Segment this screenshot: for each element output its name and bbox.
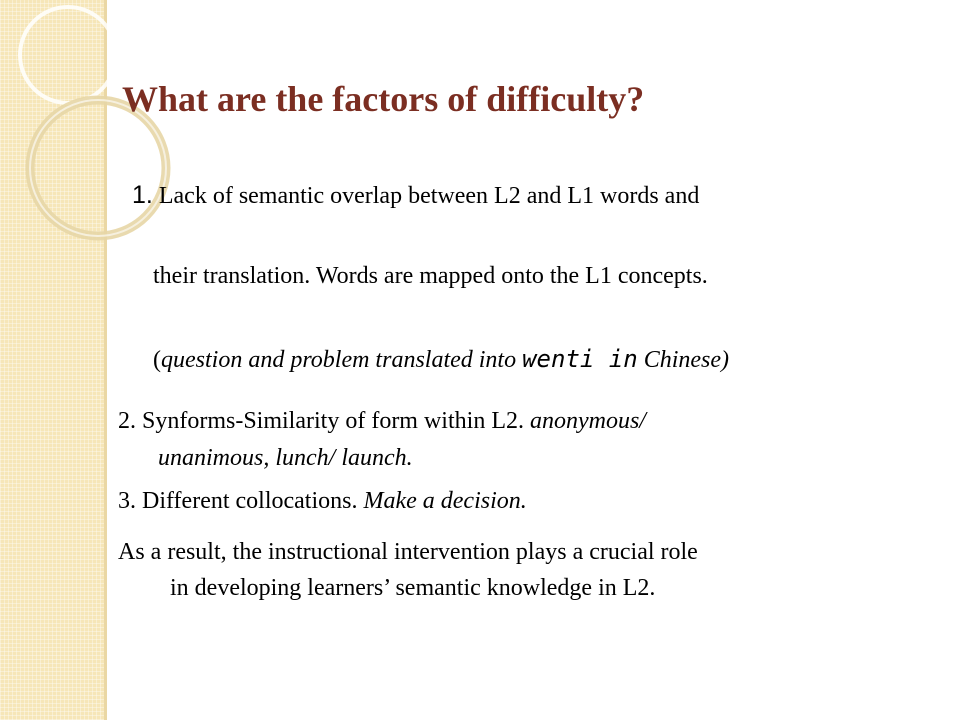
- point-3-prefix: 3. Different collocations.: [118, 488, 364, 514]
- example-open-paren: (: [153, 347, 161, 373]
- point-1-line-1: [132, 181, 699, 210]
- point-3: [118, 488, 527, 515]
- point-2-examples-line-2: unanimous, lunch/ launch.: [158, 445, 413, 471]
- point-1-number: 1.: [132, 181, 153, 209]
- point-2-examples-line-1: anonymous/: [529, 408, 646, 434]
- point-1-example: [153, 345, 729, 374]
- example-word: wenti in: [522, 345, 638, 373]
- conclusion-line-2: in developing learners’ semantic knowledge in L2.: [170, 575, 656, 601]
- point-2-line-1: [118, 408, 646, 435]
- example-language: Chinese): [637, 347, 730, 373]
- point-3-example: Make a decision.: [363, 488, 527, 514]
- example-text: question and problem translated into: [161, 347, 523, 373]
- point-2-prefix: 2. Synforms-Similarity of form within L2.: [118, 408, 530, 434]
- point-1-text-line-1: Lack of semantic overlap between L2 and L1 words and: [158, 183, 700, 209]
- point-1-text-line-2: their translation. Words are mapped onto the L1 concepts.: [153, 263, 708, 289]
- conclusion-line-1: As a result, the instructional intervention plays a crucial role: [118, 539, 698, 565]
- decorative-circles-icon: [0, 0, 200, 260]
- page-title: What are the factors of difficulty?: [122, 79, 645, 119]
